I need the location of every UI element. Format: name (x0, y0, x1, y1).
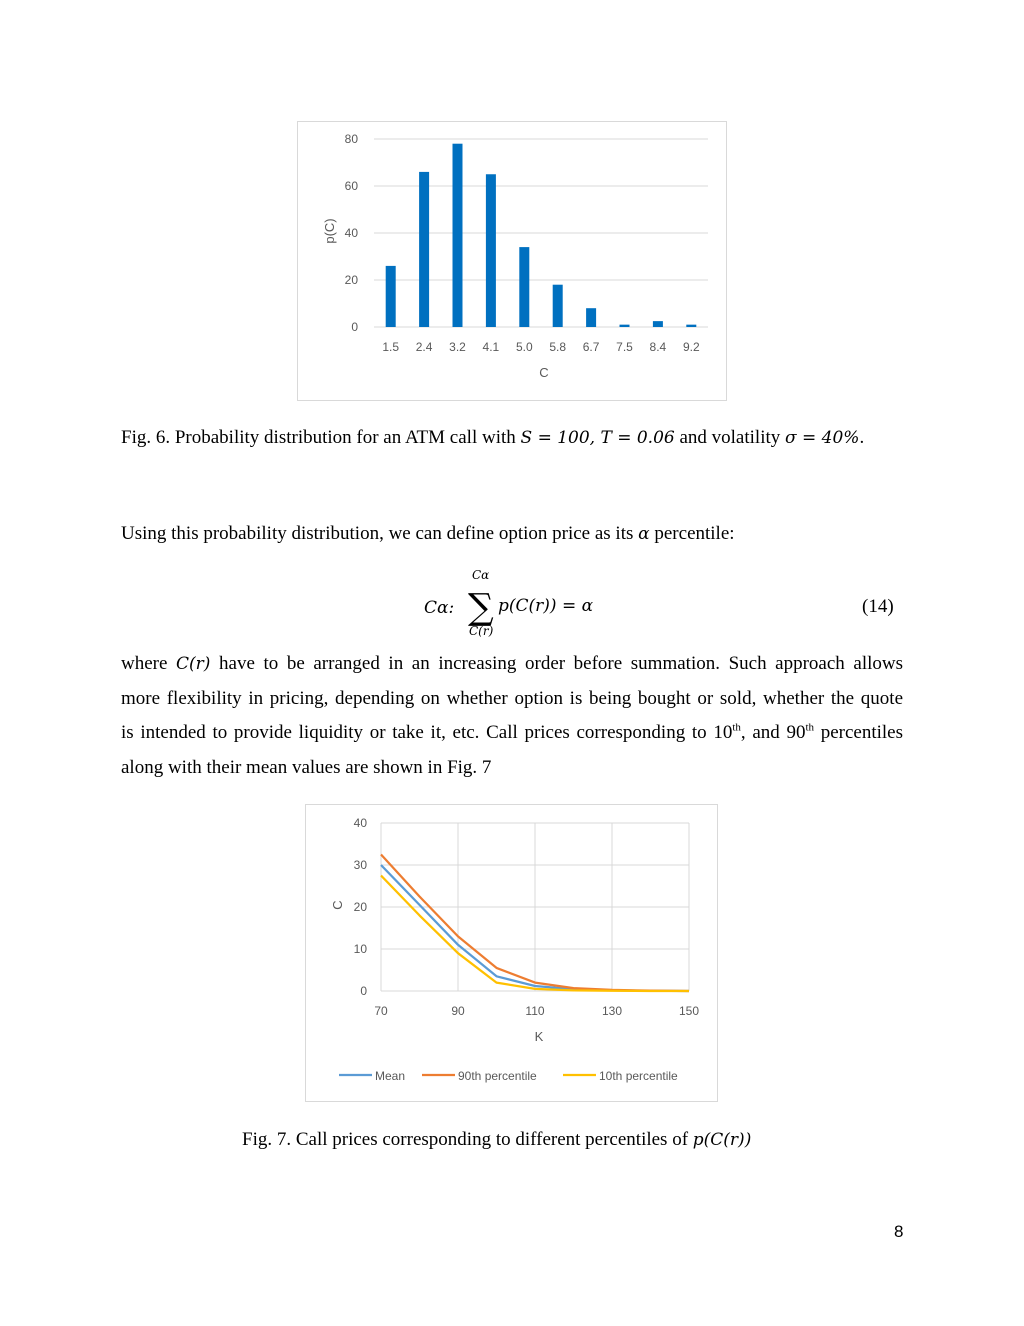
bar (453, 144, 463, 327)
paragraph-intro: Using this probability distribution, we can define option price as its 𝛼 percentile: (121, 523, 735, 544)
x-tick-label: 4.1 (482, 340, 500, 354)
line-chart-svg (306, 805, 717, 1101)
x-tick-label: 130 (601, 1004, 623, 1018)
bar (553, 285, 563, 327)
x-tick-label: 150 (678, 1004, 700, 1018)
bar (519, 247, 529, 327)
bar (653, 321, 663, 327)
y-tick-label: 40 (353, 816, 367, 830)
paragraph-main: where 𝐶(𝑟) have to be arranged in an increasing order before summation. Such approach allows more flexibility in pricing, depending on whether option is being bought or sold, whether the quote is intended to provide liquidity or take it, etc. Call prices corresponding to 10th, and 90th percentiles along with their mean values are shown in Fig. 7 (121, 653, 903, 778)
y-tick-label: 20 (344, 273, 358, 287)
legend-label: 10th percentile (599, 1069, 678, 1083)
x-tick-label: 6.7 (582, 340, 600, 354)
y-axis-label: C (330, 900, 345, 910)
y-tick-label: 80 (344, 132, 358, 146)
x-axis-label: K (534, 1029, 544, 1044)
x-tick-label: 90 (451, 1004, 465, 1018)
legend-label: 90th percentile (458, 1069, 537, 1083)
bar (586, 308, 596, 327)
x-tick-label: 7.5 (616, 340, 633, 354)
x-tick-label: 9.2 (682, 340, 700, 354)
x-tick-label: 3.2 (449, 340, 466, 354)
figure-7-caption: Fig. 7. Call prices corresponding to different percentiles of 𝑝(𝐶(𝑟)) (242, 1129, 752, 1150)
y-tick-label: 40 (344, 226, 358, 240)
figure-6-caption: Fig. 6. Probability distribution for an ATM call with 𝑆 = 100, 𝑇 = 0.06 and volatility 𝜎 = 40%. (121, 427, 865, 448)
caption-math-s-t: 𝑆 = 100, 𝑇 = 0.06 (520, 428, 675, 448)
x-tick-label: 8.4 (649, 340, 667, 354)
bar (620, 325, 630, 327)
x-tick-label: 5.8 (549, 340, 567, 354)
bar (386, 266, 396, 327)
figure-6-chart (297, 121, 727, 401)
x-tick-label: 110 (525, 1004, 545, 1018)
y-tick-label: 20 (353, 900, 367, 914)
x-axis-label: C (539, 365, 549, 380)
y-tick-label: 0 (351, 320, 358, 334)
bar (419, 172, 429, 327)
equation-14 (420, 565, 620, 640)
bar (486, 174, 496, 327)
y-tick-label: 60 (344, 179, 358, 193)
x-tick-label: 2.4 (415, 340, 433, 354)
y-tick-label: 10 (353, 942, 367, 956)
caption-math-sigma: 𝜎 = 40% (785, 428, 860, 448)
y-axis-label: p(C) (322, 218, 337, 244)
equation-number: (14) (862, 596, 894, 617)
eq-body: 𝑝(𝐶(𝑟)) = 𝛼 (498, 596, 594, 616)
legend-label: Mean (375, 1069, 406, 1083)
bar (686, 325, 696, 327)
bar-chart-svg (298, 122, 726, 400)
eq-sum-symbol: ∑ (468, 587, 494, 628)
x-tick-label: 1.5 (382, 340, 400, 354)
x-tick-label: 5.0 (515, 340, 533, 354)
eq-lhs: 𝐶𝛼: (424, 598, 455, 618)
figure-7-chart (305, 804, 718, 1102)
page-number: 8 (894, 1222, 904, 1241)
x-tick-label: 70 (374, 1004, 388, 1018)
y-tick-label: 30 (353, 858, 367, 872)
y-tick-label: 0 (360, 984, 367, 998)
eq-upper-limit: 𝐶𝛼 (472, 568, 490, 582)
eq-lower-limit: 𝐶(𝑟) (469, 624, 494, 638)
